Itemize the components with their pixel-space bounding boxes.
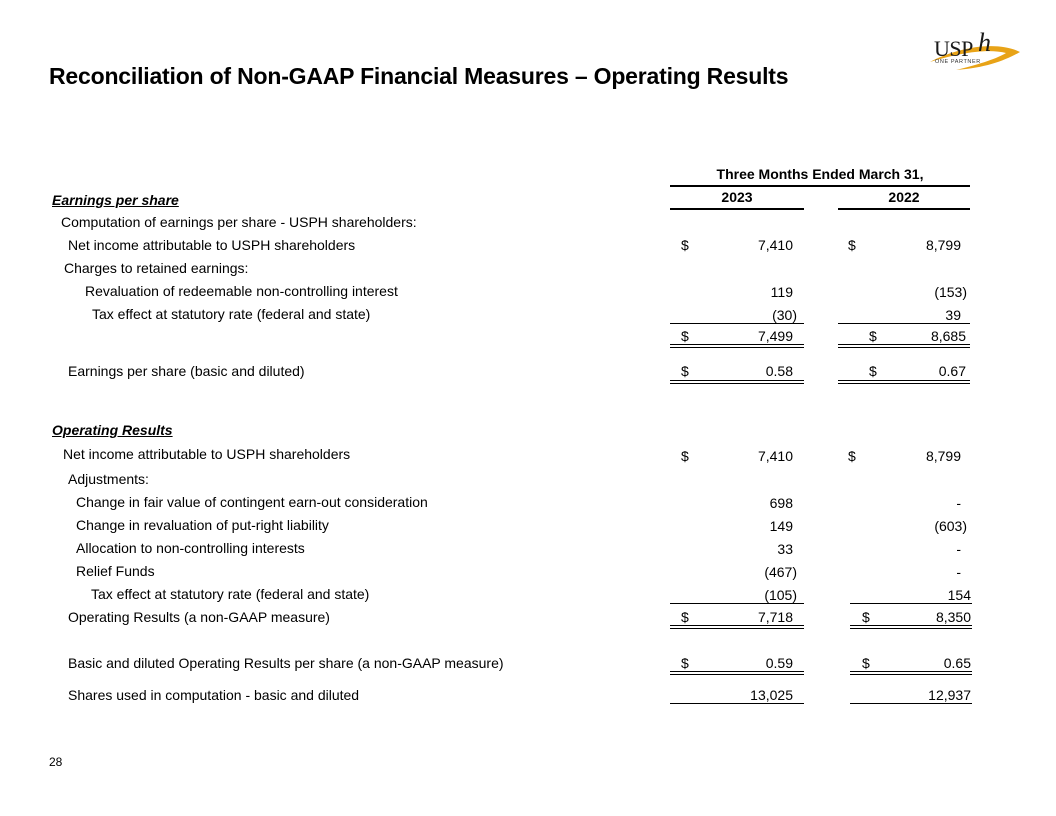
charges-label: Charges to retained earnings: [64,260,249,276]
ops-net-income-2022: 8,799 [925,448,961,464]
ops-tax-rule-2023 [670,603,804,604]
eps-net-income-2022: 8,799 [925,237,961,253]
relief-2022: - [956,564,961,580]
eps-row-rule-2023 [670,380,804,384]
shares-rule-2023 [670,703,804,704]
eps-net-income-2023: 7,410 [757,237,793,253]
col-rule-2022 [838,208,970,210]
usph-logo [926,26,1022,76]
header-rule [670,185,970,187]
eps-row-2023: 0.58 [765,363,793,379]
contingent-label: Change in fair value of contingent earn-out consideration [76,494,428,510]
eps-subtotal-2022: 8,685 [930,328,966,344]
revaluation-2022: (153) [934,284,967,300]
eps-row-cur-2023: $ [681,363,689,379]
ops-section-title: Operating Results [52,422,173,438]
contingent-2022: - [956,495,961,511]
eps-section-title: Earnings per share [52,192,179,208]
col-rule-2023 [670,208,804,210]
revaluation-2023: 119 [770,284,793,300]
page-number: 28 [49,755,63,769]
col-header-2023: 2023 [721,189,753,205]
put-right-label: Change in revaluation of put-right liability [76,517,329,533]
shares-2023: 13,025 [750,687,793,703]
op-results-label: Operating Results (a non-GAAP measure) [68,609,330,625]
op-results-rule-2023 [670,625,804,629]
op-results-2023: 7,718 [757,609,793,625]
per-share-2023: 0.59 [765,655,793,671]
eps-row-cur-2022: $ [869,363,877,379]
eps-subtotal-rule-2022 [838,344,970,348]
nci-label: Allocation to non-controlling interests [76,540,305,556]
eps-subtotal-2023: 7,499 [757,328,793,344]
per-share-2022: 0.65 [943,655,971,671]
eps-tax-rule-2023 [670,323,804,324]
ops-net-income-label: Net income attributable to USPH shareholders [63,446,351,462]
ops-net-income-2023: 7,410 [757,448,793,464]
ops-net-income-cur-2022: $ [848,448,856,464]
eps-row-2022: 0.67 [938,363,966,379]
eps-net-income-cur-2023: $ [681,237,689,253]
ops-tax-rule-2022 [850,603,972,604]
revaluation-label: Revaluation of redeemable non-controlling interest [85,283,398,299]
op-results-2022: 8,350 [935,609,971,625]
relief-2023: (467) [764,564,797,580]
per-share-cur-2022: $ [862,655,870,671]
op-results-cur-2022: $ [862,609,870,625]
relief-label: Relief Funds [76,563,155,579]
eps-tax-effect-2023: (30) [772,307,797,323]
per-share-rule-2023 [670,671,804,675]
nci-2022: - [956,541,961,557]
eps-row-rule-2022 [838,380,970,384]
eps-subtotal-rule-2023 [670,344,804,348]
put-right-2022: (603) [934,518,967,534]
shares-2022: 12,937 [928,687,971,703]
nci-2023: 33 [777,541,793,557]
per-share-rule-2022 [850,671,972,675]
ops-tax-effect-2022: 154 [947,587,971,603]
period-header: Three Months Ended March 31, [716,166,924,182]
eps-net-income-cur-2022: $ [848,237,856,253]
eps-tax-effect-2022: 39 [945,307,961,323]
per-share-cur-2023: $ [681,655,689,671]
ops-net-income-cur-2023: $ [681,448,689,464]
logo-h: h [978,28,991,57]
col-header-2022: 2022 [888,189,920,205]
logo-text: USP [934,36,973,61]
eps-row-label: Earnings per share (basic and diluted) [68,363,305,379]
contingent-2023: 698 [769,495,793,511]
eps-tax-effect-label: Tax effect at statutory rate (federal and state) [92,306,371,322]
eps-net-income-label: Net income attributable to USPH shareholders [68,237,356,253]
eps-subtotal-cur-2023: $ [681,328,689,344]
op-results-rule-2022 [850,625,972,629]
shares-rule-2022 [850,703,972,704]
put-right-2023: 149 [769,518,793,534]
eps-tax-rule-2022 [838,323,970,324]
ops-tax-effect-label: Tax effect at statutory rate (federal and state) [91,586,370,602]
ops-tax-effect-2023: (105) [764,587,797,603]
per-share-label: Basic and diluted Operating Results per share (a non-GAAP measure) [68,655,504,671]
computation-label: Computation of earnings per share - USPH shareholders: [61,214,417,230]
logo-tagline: ONE PARTNER [935,59,981,65]
shares-label: Shares used in computation - basic and diluted [68,687,360,703]
page-title: Reconciliation of Non-GAAP Financial Measures – Operating Results [49,63,789,89]
op-results-cur-2023: $ [681,609,689,625]
eps-subtotal-cur-2022: $ [869,328,877,344]
adjustments-label: Adjustments: [68,471,149,487]
